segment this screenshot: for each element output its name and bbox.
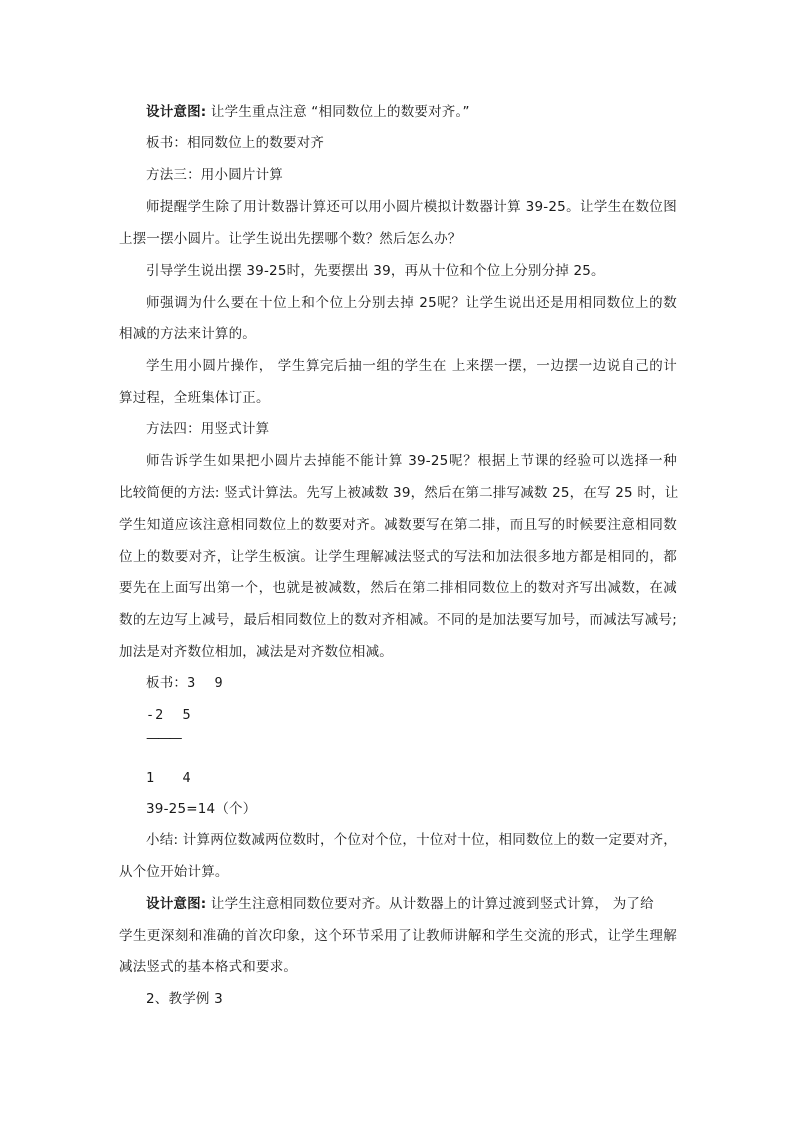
vertical-calc-row-2: -2 5 [146, 707, 192, 723]
design-intent-line: 学生更深刻和准确的首次印象，这个环节采用了让教师讲解和学生交流的形式，让学生理解 [119, 928, 677, 944]
paragraph-line: 算过程，全班集体订正。 [119, 390, 270, 406]
paragraph-line: 引导学生说出摆 39-25时，先要摆出 39，再从十位和个位上分别分掉 25。 [146, 263, 605, 279]
paragraph-line: 上摆一摆小圆片。让学生说出先摆哪个数？然后怎么办？ [119, 231, 462, 247]
summary-line: 从个位开始计算。 [119, 864, 229, 880]
method-three-heading: 方法三：用小圆片计算 [146, 167, 283, 183]
vertical-calc-row-3: 1 4 [146, 770, 192, 786]
paragraph-line: 相减的方法来计算的。 [119, 326, 256, 342]
board-note-2 [146, 673, 224, 693]
paragraph-line: 数的左边写上减号，最后相同数位上的数对齐相减。不同的是加法要写加号，而减法写减号; [119, 612, 677, 628]
board-note-1: 板书：相同数位上的数要对齐 [146, 135, 325, 151]
design-intent-text: 让学生注意相同数位要对齐。从计数器上的计算过渡到竖式计算， 为了给 [210, 896, 654, 912]
paragraph-line: 位上的数要对齐，让学生板演。让学生理解减法竖式的写法和加法很多地方都是相同的，都 [119, 549, 677, 565]
paragraph-line: 加法是对齐数位相加，减法是对齐数位相减。 [119, 644, 393, 660]
design-intent-text: 让学生重点注意 “相同数位上的数要对齐。” [210, 104, 470, 120]
paragraph-line: 学生用小圆片操作， 学生算完后抽一组的学生在 上来摆一摆，一边摆一边说自己的计 [146, 358, 677, 374]
paragraph-line: 比较简便的方法: 竖式计算法。先写上被减数 39，然后在第二排写减数 25，在写 25 时，让 [119, 485, 679, 501]
paragraph-line: 师提醒学生除了用计数器计算还可以用小圆片模拟计数器计算 39-25。让学生在数位图 [146, 199, 677, 215]
paragraph-line: 师强调为什么要在十位上和个位上分别去掉 25呢？让学生说出还是用相同数位上的数 [146, 295, 677, 311]
paragraph-line: 师告诉学生如果把小圆片去掉能不能计算 39-25呢？根据上节课的经验可以选择一种 [146, 453, 677, 469]
design-intent-1 [146, 102, 470, 122]
board-label: 板书： [146, 675, 188, 691]
design-intent-2 [146, 894, 654, 914]
design-intent-line: 减法竖式的基本格式和要求。 [119, 959, 298, 975]
method-four-heading: 方法四：用竖式计算 [146, 421, 270, 437]
summary-line: 小结: 计算两位数减两位数时，个位对个位，十位对十位，相同数位上的数一定要对齐， [146, 832, 677, 848]
paragraph-line: 要先在上面写出第一个，也就是被减数，然后在第二排相同数位上的数对齐写出减数，在减 [119, 580, 677, 596]
vertical-calc-rule: ——— [146, 730, 181, 746]
paragraph-line: 学生知道应该注意相同数位上的数要对齐。减数要写在第二排，而且写的时候要注意相同数 [119, 517, 677, 533]
vertical-calc-row-1: 3 9 [187, 675, 224, 691]
equation-result: 39-25=14（个） [146, 801, 257, 817]
design-intent-label: 设计意图: [146, 104, 207, 120]
next-section-heading: 2、教学例 3 [146, 991, 223, 1007]
design-intent-label: 设计意图: [146, 896, 207, 912]
